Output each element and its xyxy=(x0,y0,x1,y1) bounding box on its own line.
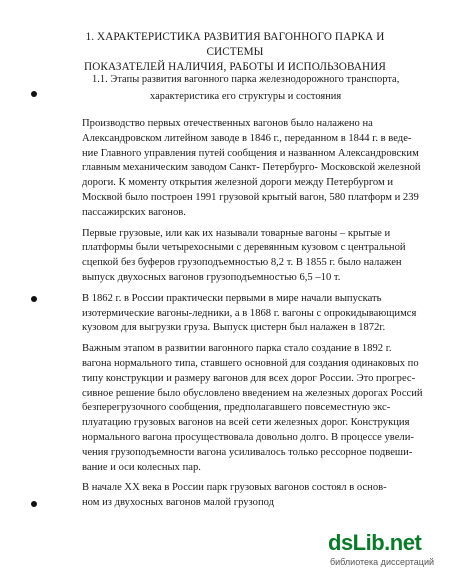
text-line: Москвой было построен 1991 грузовой крытый вагон, 580 платформ и 239 xyxy=(82,191,419,203)
text-line: плуатацию грузовых вагонов на всей сети железных дорог. Конструкция xyxy=(82,417,410,429)
text-line: Производство первых отечественных вагонов было налажено на xyxy=(82,118,373,129)
watermark-logo: dsLib.net xyxy=(328,530,422,555)
text-line: пассажирских вагонов. xyxy=(82,206,186,218)
site-watermark xyxy=(328,530,438,570)
margin-dot-marker xyxy=(31,501,37,507)
text-line: Первые грузовые, или как их называли товарные вагоны – крытые и xyxy=(82,227,391,239)
text-line: В 1862 г. в России практически первыми в мире начали выпускать xyxy=(82,292,382,304)
text-line: дороги. К моменту открытия железной дороги между Петербургом и xyxy=(82,177,394,189)
watermark-caption: библиотека диссертаций xyxy=(330,557,435,567)
text-line: чения грузоподъемности вагона усиливалось только рессорное подвеши- xyxy=(82,446,413,458)
chapter-heading xyxy=(60,30,410,75)
section-heading-line-1: 1.1. Этапы развития вагонного парка железнодорожного транспорта, xyxy=(92,74,400,85)
paragraph xyxy=(82,117,421,221)
text-line: кузовом для выгрузки груза. Выпуск цистерн был налажен в 1872г. xyxy=(82,322,386,334)
text-line: изотермические вагоны-ледники, а в 1868 г. вагоны с опрокидывающимся xyxy=(82,307,417,319)
text-line: вание и оси колесных пар. xyxy=(82,461,201,473)
text-line: ном из двухосных вагонов малой грузопод xyxy=(82,497,274,509)
section-heading-line-2: характеристика его структуры и состояния xyxy=(150,91,342,102)
text-line: сивное решение было обусловлено введением на железных дорогах Россий xyxy=(82,387,423,399)
text-line: ние Главного управления путей сообщения и названном Александровским xyxy=(82,147,419,159)
text-line: В начале XX века в России парк грузовых вагонов состоял в основ- xyxy=(82,482,387,494)
body-text xyxy=(82,117,423,511)
margin-dot-marker xyxy=(31,91,37,97)
paragraph xyxy=(82,227,416,286)
text-line: главным механическим заводом Санкт- Петербурго- Московской железной xyxy=(82,162,421,174)
text-line: типу конструкции и размеру вагонов для всех дорог России. Это прогрес- xyxy=(82,372,416,384)
chapter-heading-line-2: ПОКАЗАТЕЛЕЙ НАЛИЧИЯ, РАБОТЫ И ИСПОЛЬЗОВАНИЯ xyxy=(84,61,386,73)
chapter-heading-line-1: 1. ХАРАКТЕРИСТИКА РАЗВИТИЯ ВАГОННОГО ПАРКА И СИСТЕМЫ xyxy=(85,31,385,58)
text-line: Важным этапом в развитии вагонного парка стало создание в 1892 г. xyxy=(82,343,392,355)
text-line: Александровском литейном заводе в 1846 г., переданном в 1844 г. в веде- xyxy=(82,132,412,144)
text-line: платформы были четырехосными с деревянным кузовом с центральной xyxy=(82,242,406,254)
paragraph xyxy=(82,292,416,336)
text-line: сцепкой без буферов грузоподъемностью 8,2 т. В 1855 г. было налажен xyxy=(82,257,402,269)
text-line: нормального вагона просуществовала довольно долго. В процессе увели- xyxy=(82,431,414,443)
margin-dot-marker xyxy=(31,296,37,302)
paragraph xyxy=(82,342,423,475)
text-line: выпуск двухосных вагонов грузоподъемностью 6,5 –10 т. xyxy=(82,271,341,283)
paragraph xyxy=(82,481,416,511)
text-line: вагона нормального типа, ставшего основной для создания одинаковых по xyxy=(82,357,419,369)
text-line: безперегрузочного сообщения, предполагавшего повсеместную экс- xyxy=(82,402,391,414)
